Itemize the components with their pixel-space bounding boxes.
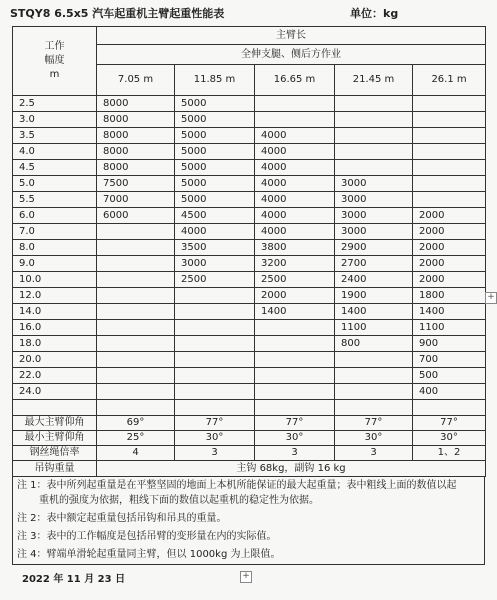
capacity-cell: 2900 [335, 240, 413, 256]
capacity-cell [335, 128, 413, 144]
table-row [13, 176, 486, 192]
add-row-button[interactable]: + [240, 571, 252, 583]
capacity-cell: 2400 [335, 272, 413, 288]
table-row [13, 400, 486, 416]
capacity-cell: 5000 [175, 160, 255, 176]
max-boom-angle-cell: 77° [255, 416, 335, 431]
capacity-cell [255, 368, 335, 384]
capacity-cell [175, 352, 255, 368]
radius-cell: 9.0 [13, 256, 97, 272]
rope-reeving-cell: 1、2 [413, 446, 486, 461]
radius-header [13, 27, 97, 96]
capacity-cell: 4000 [175, 224, 255, 240]
capacity-cell: 500 [413, 368, 486, 384]
table-row [13, 112, 486, 128]
note-line: 注 1：表中所列起重量是在平整坚固的地面上本机所能保证的最大起重量；表中粗线上面的数值以起 [17, 480, 457, 491]
boom-length-cell: 16.65 m [255, 65, 335, 96]
capacity-cell [413, 96, 486, 112]
capacity-cell [175, 304, 255, 320]
min-boom-angle-label: 最小主臂仰角 [13, 431, 97, 446]
max-boom-angle-label: 最大主臂仰角 [13, 416, 97, 431]
rope-reeving-row [13, 446, 486, 461]
capacity-cell [97, 240, 175, 256]
capacity-cell: 5000 [175, 192, 255, 208]
radius-cell: 3.0 [13, 112, 97, 128]
table-row [13, 96, 486, 112]
capacity-cell: 3500 [175, 240, 255, 256]
page-title: STQY8 6.5x5 汽车起重机主臂起重性能表 [10, 7, 225, 20]
capacity-cell: 1900 [335, 288, 413, 304]
capacity-cell [255, 384, 335, 400]
min-boom-angle-cell: 30° [255, 431, 335, 446]
min-boom-angle-cell: 30° [413, 431, 486, 446]
capacity-cell: 3000 [335, 176, 413, 192]
capacity-cell: 8000 [97, 96, 175, 112]
capacity-cell: 2000 [413, 240, 486, 256]
capacity-cell: 5000 [175, 128, 255, 144]
capacity-cell [97, 368, 175, 384]
table-row [13, 288, 486, 304]
max-boom-angle-cell: 69° [97, 416, 175, 431]
capacity-cell [255, 400, 335, 416]
radius-cell: 12.0 [13, 288, 97, 304]
capacity-cell: 4500 [175, 208, 255, 224]
capacity-cell [255, 352, 335, 368]
radius-header-line: 工作 [44, 41, 65, 52]
min-boom-angle-row [13, 431, 486, 446]
capacity-cell: 2000 [413, 272, 486, 288]
capacity-cell: 4000 [255, 160, 335, 176]
max-boom-angle-cell: 77° [175, 416, 255, 431]
capacity-cell: 1100 [335, 320, 413, 336]
boom-length-cell: 21.45 m [335, 65, 413, 96]
table-row [13, 240, 486, 256]
capacity-cell: 1100 [413, 320, 486, 336]
capacity-cell: 4000 [255, 176, 335, 192]
rope-reeving-cell: 4 [97, 446, 175, 461]
table-row [13, 352, 486, 368]
note-line: 注 2：表中额定起重量包括吊钩和吊具的重量。 [17, 513, 227, 524]
max-boom-angle-row [13, 416, 486, 431]
capacity-cell: 5000 [175, 96, 255, 112]
max-boom-angle-cell: 77° [413, 416, 486, 431]
table-row [13, 192, 486, 208]
radius-header-line: 幅度 [44, 55, 65, 66]
table-row [13, 272, 486, 288]
capacity-cell [175, 368, 255, 384]
capacity-cell: 8000 [97, 160, 175, 176]
capacity-cell: 3000 [335, 224, 413, 240]
capacity-cell: 2500 [255, 272, 335, 288]
capacity-cell [175, 336, 255, 352]
capacity-cell [413, 144, 486, 160]
table-row [13, 256, 486, 272]
notes-block [12, 476, 485, 565]
min-boom-angle-cell: 30° [175, 431, 255, 446]
radius-cell: 4.0 [13, 144, 97, 160]
header-row [13, 27, 486, 45]
capacity-cell [413, 128, 486, 144]
capacity-cell [175, 288, 255, 304]
capacity-cell [97, 288, 175, 304]
capacity-cell: 7500 [97, 176, 175, 192]
hook-weight-label: 吊钩重量 [13, 461, 97, 477]
radius-cell: 10.0 [13, 272, 97, 288]
radius-cell: 20.0 [13, 352, 97, 368]
table-row [13, 128, 486, 144]
rope-reeving-cell: 3 [335, 446, 413, 461]
capacity-cell: 4000 [255, 192, 335, 208]
radius-cell: 16.0 [13, 320, 97, 336]
capacity-cell: 4000 [255, 208, 335, 224]
rope-reeving-cell: 3 [255, 446, 335, 461]
hook-weight-row [13, 461, 486, 477]
min-boom-angle-cell: 25° [97, 431, 175, 446]
capacity-cell: 2000 [413, 208, 486, 224]
hook-weight-value: 主钩 68kg，副钩 16 kg [97, 461, 486, 477]
capacity-cell: 700 [413, 352, 486, 368]
table-row [13, 208, 486, 224]
radius-cell: 6.0 [13, 208, 97, 224]
radius-cell: 24.0 [13, 384, 97, 400]
capacity-cell [175, 384, 255, 400]
capacity-cell [255, 112, 335, 128]
capacity-cell: 5000 [175, 176, 255, 192]
table-row [13, 320, 486, 336]
capacity-cell [255, 336, 335, 352]
capacity-cell: 3800 [255, 240, 335, 256]
capacity-cell [255, 96, 335, 112]
capacity-cell: 1400 [255, 304, 335, 320]
capacity-cell [335, 384, 413, 400]
capacity-cell [335, 352, 413, 368]
capacity-cell: 4000 [255, 144, 335, 160]
capacity-cell: 6000 [97, 208, 175, 224]
capacity-cell: 4000 [255, 224, 335, 240]
capacity-cell [335, 112, 413, 128]
table-row [13, 304, 486, 320]
capacity-cell: 3000 [335, 192, 413, 208]
min-boom-angle-cell: 30° [335, 431, 413, 446]
document-date: 2022 年 11 月 23 日 [22, 574, 126, 585]
capacity-cell [97, 400, 175, 416]
boom-length-header: 主臂长 [97, 27, 486, 45]
capacity-cell [97, 384, 175, 400]
capacity-cell [413, 192, 486, 208]
capacity-cell: 1400 [335, 304, 413, 320]
radius-cell [13, 400, 97, 416]
capacity-cell [175, 320, 255, 336]
capacity-cell: 3000 [175, 256, 255, 272]
capacity-cell [97, 224, 175, 240]
capacity-cell: 2700 [335, 256, 413, 272]
capacity-cell [413, 176, 486, 192]
capacity-cell [255, 320, 335, 336]
boom-length-cell: 11.85 m [175, 65, 255, 96]
radius-cell: 14.0 [13, 304, 97, 320]
capacity-cell: 8000 [97, 128, 175, 144]
crane-capacity-table [12, 26, 486, 477]
capacity-cell [335, 96, 413, 112]
radius-cell: 7.0 [13, 224, 97, 240]
table-row [13, 160, 486, 176]
table-row [13, 368, 486, 384]
capacity-cell: 2500 [175, 272, 255, 288]
table-row [13, 224, 486, 240]
table-row [13, 384, 486, 400]
capacity-cell [335, 144, 413, 160]
note-line: 重机的强度为依据，粗线下面的数值以起重机的稳定性为依据。 [39, 495, 319, 506]
capacity-cell: 8000 [97, 112, 175, 128]
capacity-cell [97, 256, 175, 272]
boom-length-cell: 7.05 m [97, 65, 175, 96]
capacity-cell: 8000 [97, 144, 175, 160]
capacity-cell [97, 272, 175, 288]
capacity-cell [97, 336, 175, 352]
radius-header-line: m [49, 69, 60, 80]
capacity-cell: 4000 [255, 128, 335, 144]
capacity-cell [413, 160, 486, 176]
table-row [13, 144, 486, 160]
capacity-cell [413, 400, 486, 416]
radius-cell: 8.0 [13, 240, 97, 256]
radius-cell: 2.5 [13, 96, 97, 112]
capacity-cell [413, 112, 486, 128]
add-column-button[interactable]: + [485, 292, 497, 304]
radius-cell: 5.0 [13, 176, 97, 192]
table-row [13, 336, 486, 352]
max-boom-angle-cell: 77° [335, 416, 413, 431]
note-line: 注 3：表中的工作幅度是包括吊臂的变形量在内的实际值。 [17, 531, 277, 542]
radius-cell: 5.5 [13, 192, 97, 208]
condition-header: 全伸支腿、侧后方作业 [97, 45, 486, 65]
capacity-cell [335, 400, 413, 416]
capacity-cell: 3000 [335, 208, 413, 224]
capacity-cell: 2000 [413, 256, 486, 272]
capacity-cell: 800 [335, 336, 413, 352]
radius-cell: 22.0 [13, 368, 97, 384]
unit-label: 单位：kg [350, 7, 399, 20]
capacity-cell [97, 320, 175, 336]
radius-cell: 3.5 [13, 128, 97, 144]
note-line: 注 4：臂端单滑轮起重量同主臂，但以 1000kg 为上限值。 [17, 549, 281, 560]
capacity-cell [335, 160, 413, 176]
rope-reeving-cell: 3 [175, 446, 255, 461]
capacity-cell [175, 400, 255, 416]
capacity-cell [97, 352, 175, 368]
capacity-cell: 2000 [255, 288, 335, 304]
capacity-cell: 1400 [413, 304, 486, 320]
radius-cell: 4.5 [13, 160, 97, 176]
rope-reeving-label: 钢丝绳倍率 [13, 446, 97, 461]
capacity-cell: 5000 [175, 112, 255, 128]
capacity-cell: 7000 [97, 192, 175, 208]
boom-length-cell: 26.1 m [413, 65, 486, 96]
capacity-cell [97, 304, 175, 320]
capacity-cell: 1800 [413, 288, 486, 304]
capacity-cell: 2000 [413, 224, 486, 240]
capacity-cell: 900 [413, 336, 486, 352]
capacity-cell: 400 [413, 384, 486, 400]
capacity-cell [335, 368, 413, 384]
capacity-cell: 5000 [175, 144, 255, 160]
radius-cell: 18.0 [13, 336, 97, 352]
capacity-cell: 3200 [255, 256, 335, 272]
